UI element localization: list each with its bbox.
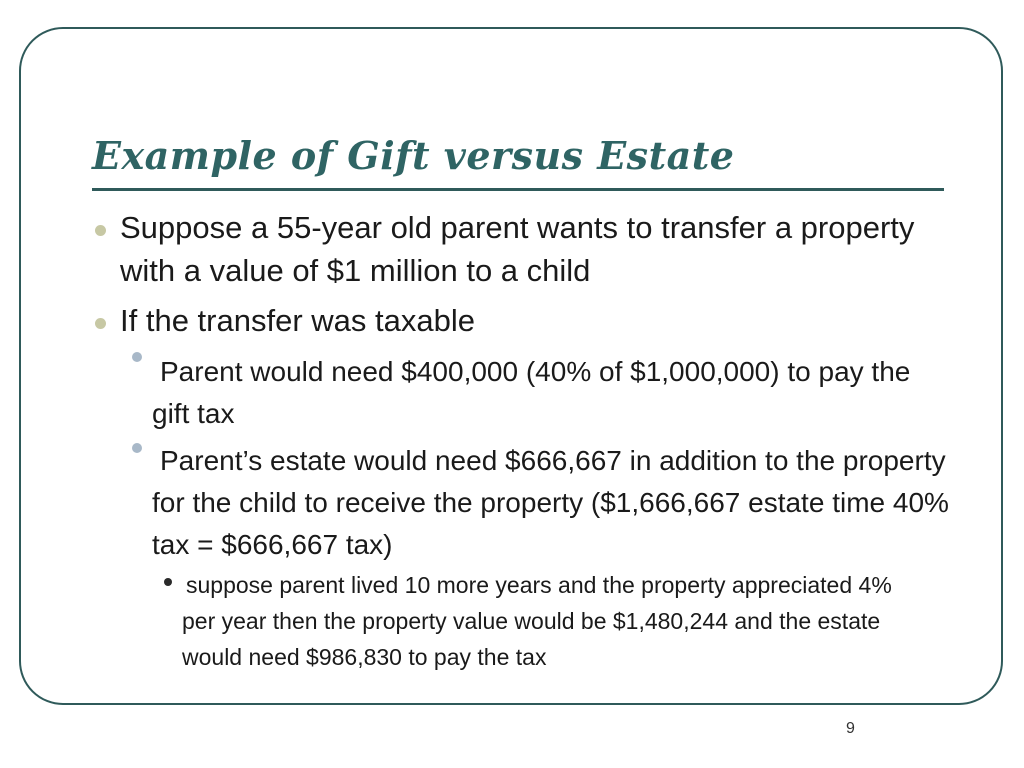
bullet-item: If the transfer was taxable	[120, 303, 475, 338]
sub-bullet-dot-icon	[132, 443, 142, 453]
sub-bullet-item: Parent’s estate would need $666,667 in addition to the property for the child to receive the property ($1,666,667 estate time 40% tax = $666,667 tax)	[152, 445, 949, 560]
title-underline	[92, 188, 944, 191]
bullet-dot-icon	[95, 225, 106, 236]
bullet-item: Suppose a 55-year old parent wants to transfer a property with a value of $1 million to a child	[120, 210, 915, 288]
sub-bullet-item: Parent would need $400,000 (40% of $1,000,000) to pay the gift tax	[152, 356, 911, 429]
sub-bullet-dot-icon	[132, 352, 142, 362]
sub-sub-bullet-dot-icon	[164, 578, 172, 586]
sub-sub-bullet-item: suppose parent lived 10 more years and the property appreciated 4% per year then the property value would be $1,480,244 and the estate would need $986,830 to pay the tax	[182, 572, 892, 670]
page-number: 9	[846, 720, 855, 737]
slide-title: Example of Gift versus Estate	[92, 133, 735, 178]
bullet-dot-icon	[95, 318, 106, 329]
